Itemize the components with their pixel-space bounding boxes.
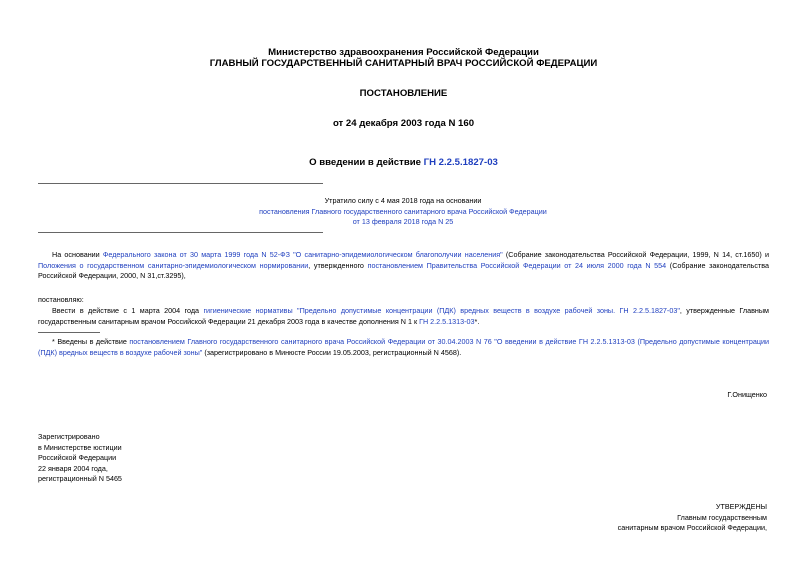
government-decree-link[interactable]: постановлением Правительства Российской Федерации от 24 июля 2000 года N 554	[367, 260, 667, 270]
registration-line: в Министерстве юстиции	[38, 442, 122, 452]
document-type: ПОСТАНОВЛЕНИЕ	[359, 88, 448, 99]
revocation-notice	[180, 196, 626, 228]
document-title-text: О введении в действие	[309, 157, 424, 168]
registration-line: Зарегистрировано	[38, 432, 100, 441]
revocation-link-date[interactable]: от 13 февраля 2018 года N 25	[352, 217, 454, 226]
registration-line: Российской Федерации	[38, 453, 117, 462]
title-link[interactable]: ГН 2.2.5.1827-03	[423, 157, 498, 168]
document-title	[0, 157, 807, 168]
basis-text: (Собрание законодательства Российской Федерации, 1999, N 14, ст.1650) и	[502, 250, 769, 259]
approval-line: УТВЕРЖДЕНЫ	[715, 502, 767, 511]
revocation-line: Утратило силу с 4 мая 2018 года на основании	[324, 196, 482, 205]
resolve-label: постановляю:	[38, 295, 84, 304]
footnote-text: (зарегистрировано в Минюсте России 19.05.2003, регистрационный N 4568).	[202, 347, 462, 357]
basis-text: , утвержденного	[308, 260, 368, 270]
resolve-text: *.	[474, 316, 480, 326]
document-date-number: от 24 декабря 2003 года N 160	[332, 118, 475, 129]
signature: Г.Онищенко	[727, 390, 767, 399]
resolve-paragraph	[38, 306, 769, 327]
basis-paragraph	[38, 250, 769, 282]
ministry-heading: Министерство здравоохранения Российской Федерации	[268, 47, 539, 58]
registration-line: регистрационный N 5465	[38, 474, 122, 483]
approval-line: санитарным врачом Российской Федерации,	[617, 523, 767, 532]
footnote-divider	[38, 332, 100, 333]
approval-line: Главным государственным	[677, 512, 767, 522]
registration-line: 22 января 2004 года,	[38, 463, 108, 473]
office-heading: ГЛАВНЫЙ ГОСУДАРСТВЕННЫЙ САНИТАРНЫЙ ВРАЧ РОССИЙСКОЙ ФЕДЕРАЦИИ	[209, 58, 598, 69]
footnote-decree-link[interactable]: постановлением Главного государственного санитарного врача Российской Федерации от 30.04.2003 N 76 "О введении в действие ГН 2.2.5.1313-03 (Предельно допустимые концентрации (ПДК) вредных веществ в воздухе рабочей зоны"	[38, 337, 769, 357]
basis-text: (Собрание законодательства Российской Федерации, 2000, N 31,ст.3295),	[38, 260, 770, 280]
resolve-text: , утвержденные Главным государственным санитарным врачом Российской Федерации 21 декабря 2003 года в качестве дополнения N 1 к	[38, 306, 769, 326]
divider-bottom	[38, 232, 323, 233]
revocation-link[interactable]: постановления Главного государственного санитарного врача Российской Федерации	[259, 206, 547, 216]
federal-law-link[interactable]: Федерального закона от 30 марта 1999 года N 52-ФЗ "О санитарно-эпидемиологическом благополучии населения"	[102, 250, 503, 259]
registration-block	[38, 432, 122, 485]
resolve-text: Ввести в действие с 1 марта 2004 года	[52, 306, 204, 315]
approval-block	[618, 502, 767, 534]
gn-1313-link[interactable]: ГН 2.2.5.1313-03	[419, 316, 475, 326]
divider-top	[38, 183, 323, 184]
footnote-text: * Введены в действие	[52, 337, 130, 346]
regulation-link[interactable]: Положения о государственном санитарно-эпидемиологическом нормировании	[38, 260, 309, 270]
footnote	[38, 337, 769, 358]
hygienic-norms-link[interactable]: гигиенические нормативы "Предельно допустимые концентрации (ПДК) вредных веществ в воздухе рабочей зоны. ГН 2.2.5.1827-03"	[203, 306, 680, 315]
basis-text: На основании	[52, 250, 103, 259]
